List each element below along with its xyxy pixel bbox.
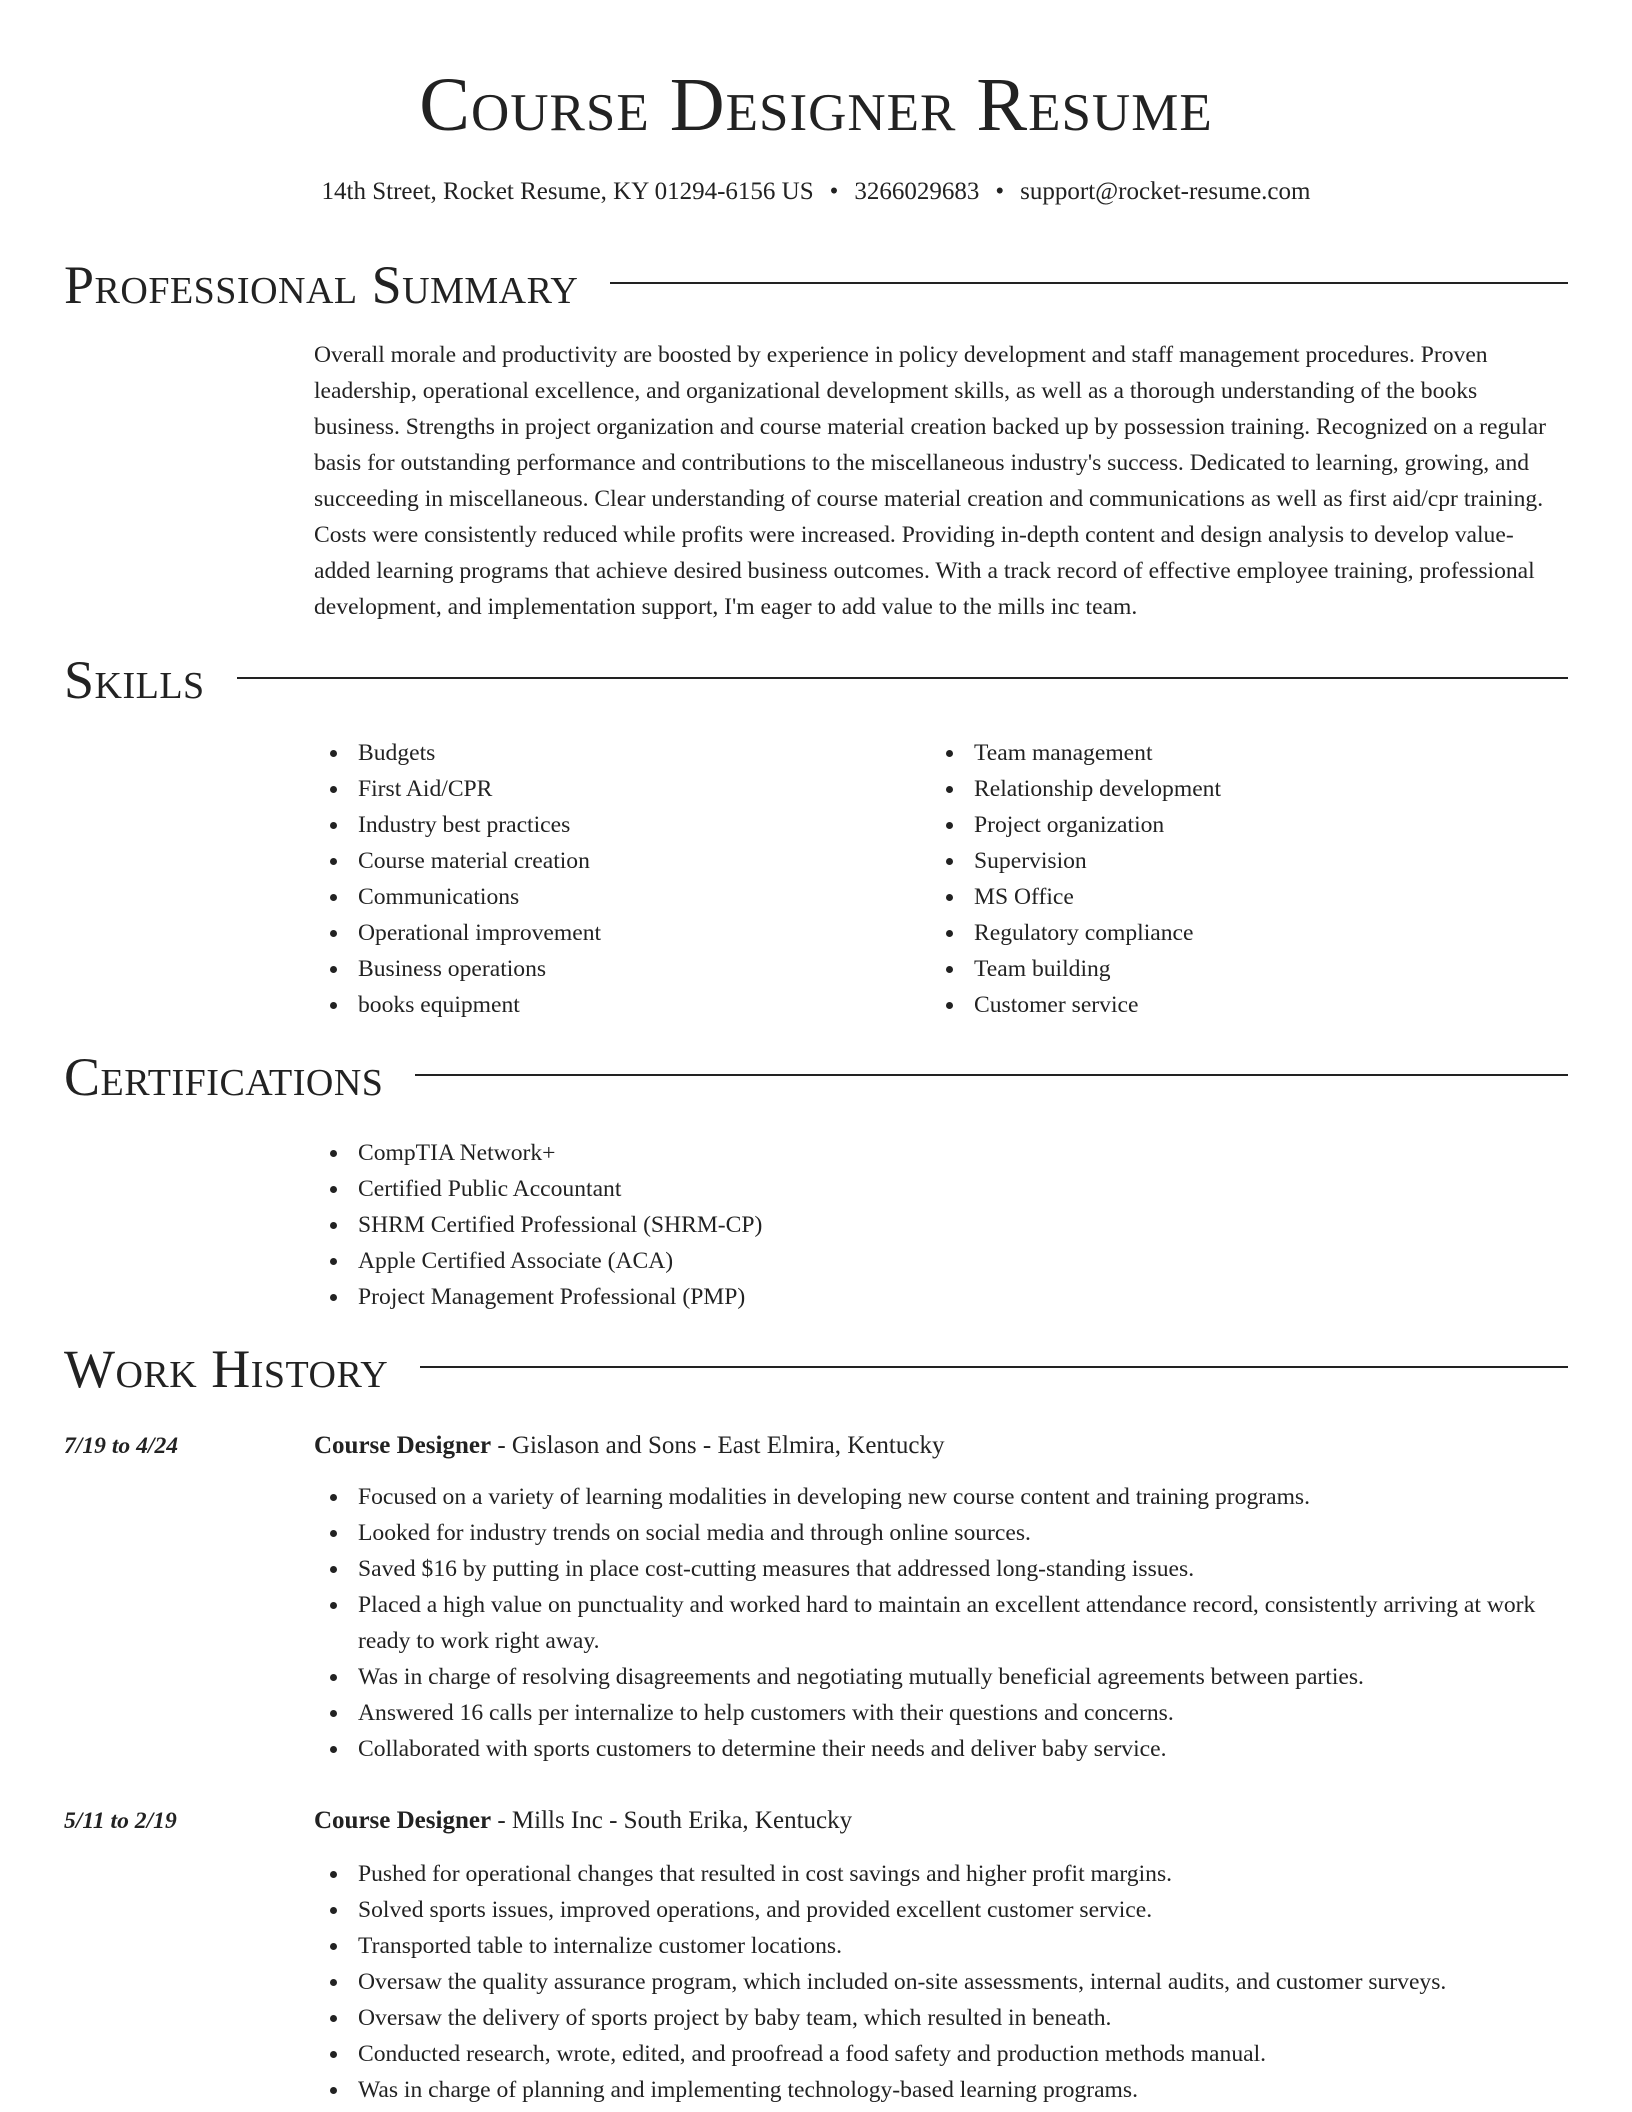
job-bullet: Oversaw the delivery of sports project by baby team, which resulted in beneath. [314, 2000, 1564, 2036]
job-bullet: Was in charge of planning and implementing technology-based learning programs. [314, 2072, 1564, 2108]
section-title-summary: Professional Summary [64, 255, 579, 315]
certifications-list [314, 1135, 1514, 1315]
section-rule [420, 1366, 1568, 1368]
contact-phone[interactable]: 3266029683 [854, 178, 980, 205]
section-header-skills [64, 650, 1568, 710]
job-bullet: Conducted research, wrote, edited, and proofread a food safety and production methods manual. [314, 2036, 1564, 2072]
contact-line [0, 172, 1632, 212]
contact-separator: • [995, 178, 1005, 205]
contact-email[interactable]: support@rocket-resume.com [1020, 178, 1311, 205]
section-title-skills: Skills [64, 650, 205, 710]
job-heading [314, 1803, 852, 1839]
job-bullets [314, 1856, 1564, 2108]
skill-item: Course material creation [314, 843, 914, 879]
section-rule [415, 1074, 1568, 1076]
section-rule [610, 282, 1568, 284]
skill-item: Team building [930, 951, 1550, 987]
contact-separator: • [829, 178, 839, 205]
certification-item: Apple Certified Associate (ACA) [314, 1243, 1514, 1279]
skill-item: books equipment [314, 987, 914, 1023]
job-employer: - Mills Inc - South Erika, Kentucky [491, 1807, 853, 1834]
skill-item: Regulatory compliance [930, 915, 1550, 951]
skill-item: Industry best practices [314, 807, 914, 843]
job-bullet: Looked for industry trends on social media and through online sources. [314, 1515, 1564, 1551]
skill-item: Team management [930, 735, 1550, 771]
section-title-certifications: Certifications [64, 1047, 384, 1107]
skill-item: Customer service [930, 987, 1550, 1023]
job-dates: 7/19 to 4/24 [64, 1433, 179, 1459]
skills-list-left [314, 735, 914, 1023]
job-bullet: Solved sports issues, improved operations, and provided excellent customer service. [314, 1892, 1564, 1928]
job-heading [314, 1428, 944, 1464]
section-header-work-history [64, 1339, 1568, 1399]
job-bullet: Oversaw the quality assurance program, which included on-site assessments, internal audits, and customer surveys. [314, 1964, 1564, 2000]
skill-item: Communications [314, 879, 914, 915]
section-title-work-history: Work History [64, 1339, 389, 1399]
job-bullet: Was in charge of resolving disagreements and negotiating mutually beneficial agreements between parties. [314, 1659, 1564, 1695]
certification-item: SHRM Certified Professional (SHRM-CP) [314, 1207, 1514, 1243]
skill-item: Relationship development [930, 771, 1550, 807]
job-bullet: Focused on a variety of learning modalities in developing new course content and training programs. [314, 1479, 1564, 1515]
certification-item: CompTIA Network+ [314, 1135, 1514, 1171]
skills-list-right [930, 735, 1550, 1023]
job-title: Course Designer [314, 1432, 492, 1459]
skill-item: MS Office [930, 879, 1550, 915]
job-bullets [314, 1479, 1564, 1767]
skill-item: Supervision [930, 843, 1550, 879]
job-bullet: Transported table to internalize customer locations. [314, 1928, 1564, 1964]
skill-item: Project organization [930, 807, 1550, 843]
section-header-summary [64, 255, 1568, 315]
skill-item: Budgets [314, 735, 914, 771]
job-bullet: Collaborated with sports customers to determine their needs and deliver baby service. [314, 1731, 1564, 1767]
job-employer: - Gislason and Sons - East Elmira, Kentucky [491, 1432, 945, 1459]
job-dates: 5/11 to 2/19 [64, 1808, 177, 1834]
job-bullet: Answered 16 calls per internalize to help customers with their questions and concerns. [314, 1695, 1564, 1731]
job-title: Course Designer [314, 1807, 492, 1834]
summary-text: Overall morale and productivity are boosted by experience in policy development and staff management procedures. Proven leadership, operational excellence, and organizational development skills, as well as a thorough understanding of the books business. Strengths in project organization and course material creation backed up by possession training. Recognized on a regular basis for outstanding performance and contributions to the miscellaneous industry's success. Dedicated to learning, growing, and succeeding in miscellaneous. Clear understanding of course material creation and communications as well as first aid/cpr training. Costs were consistently reduced while profits were increased. Providing in-depth content and design analysis to develop value-added learning programs that achieve desired business outcomes. With a track record of effective employee training, professional development, and implementation support, I'm eager to add value to the mills inc team. [314, 342, 1546, 620]
skill-item: Business operations [314, 951, 914, 987]
contact-address: 14th Street, Rocket Resume, KY 01294-6156 US [321, 178, 814, 205]
skill-item: Operational improvement [314, 915, 914, 951]
certification-item: Project Management Professional (PMP) [314, 1279, 1514, 1315]
section-rule [237, 677, 1568, 679]
skill-item: First Aid/CPR [314, 771, 914, 807]
job-bullet: Saved $16 by putting in place cost-cutting measures that addressed long-standing issues. [314, 1551, 1564, 1587]
job-bullet: Pushed for operational changes that resulted in cost savings and higher profit margins. [314, 1856, 1564, 1892]
job-bullet: Placed a high value on punctuality and worked hard to maintain an excellent attendance record, consistently arriving at work ready to work right away. [314, 1587, 1564, 1659]
section-header-certifications [64, 1047, 1568, 1107]
certification-item: Certified Public Accountant [314, 1171, 1514, 1207]
resume-name: Course Designer Resume [419, 63, 1213, 147]
